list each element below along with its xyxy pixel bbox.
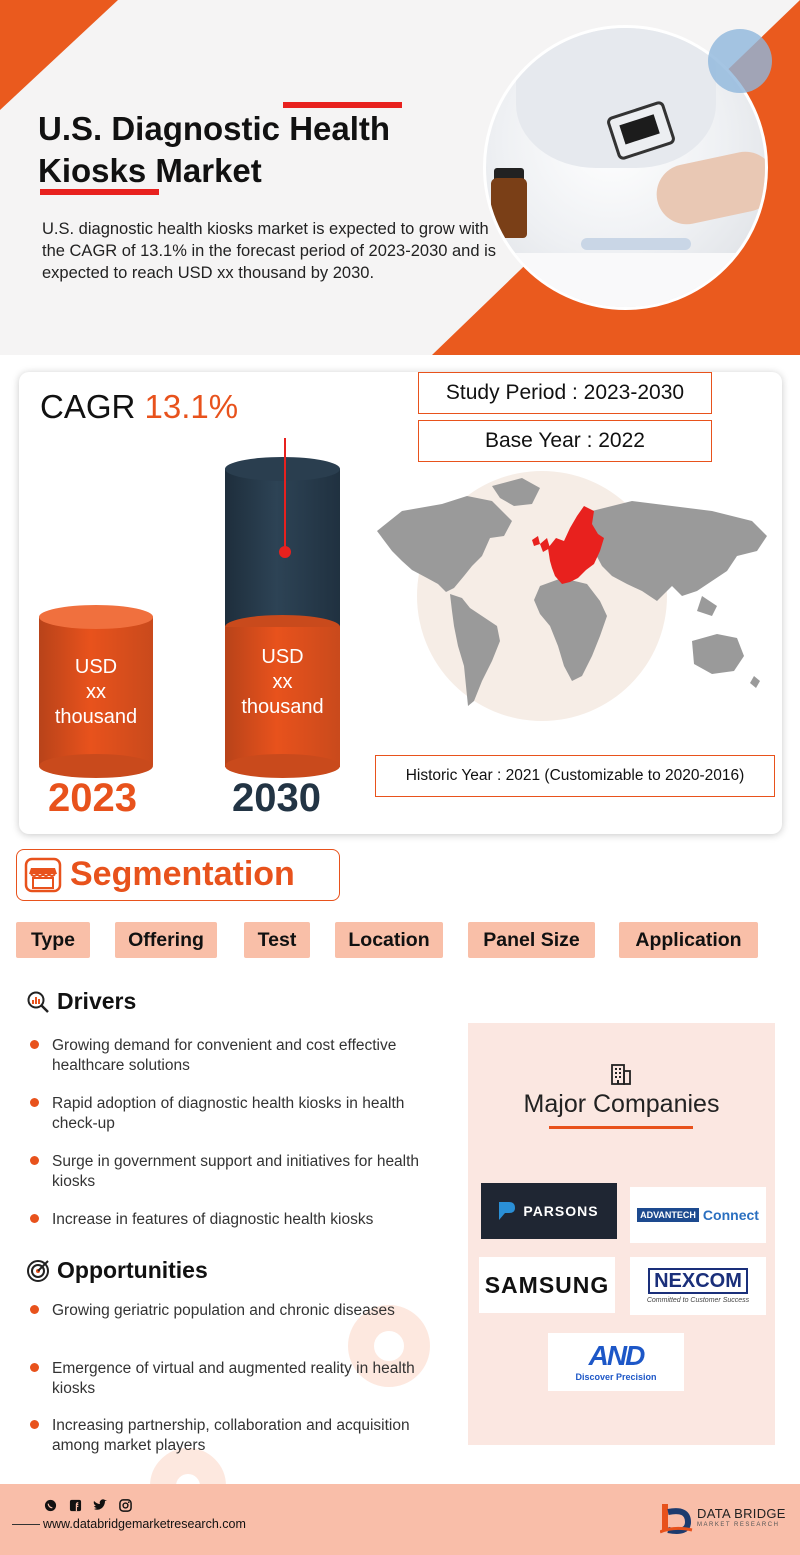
companies-title: Major Companies [523, 1090, 720, 1118]
page-title: U.S. Diagnostic Health Kiosks Market [38, 110, 391, 189]
facebook-icon[interactable] [68, 1498, 82, 1512]
segment-pill-test: Test [244, 922, 310, 958]
bullet [30, 1363, 39, 1372]
bullet [30, 1214, 39, 1223]
target-icon [26, 1259, 50, 1283]
drivers-title: Drivers [57, 988, 137, 1014]
building-icon [609, 1062, 633, 1086]
data-bridge-logo-icon [660, 1500, 694, 1538]
opportunity-item: Growing geriatric population and chronic diseases [52, 1302, 395, 1319]
driver-item: Rapid adoption of diagnostic health kiosks in health check-up [52, 1095, 405, 1132]
segmentation-title: Segmentation [70, 855, 295, 893]
opportunity-item: Emergence of virtual and augmented reality in health kiosks [52, 1360, 415, 1397]
social-links [43, 1498, 132, 1512]
brand-subtitle: MARKET RESEARCH [697, 1522, 780, 1528]
header [0, 0, 800, 355]
store-icon [23, 856, 63, 894]
decor-circle [708, 29, 772, 93]
footer-rule [12, 1524, 40, 1525]
bullet [30, 1040, 39, 1049]
bullet [30, 1098, 39, 1107]
opportunity-item: Increasing partnership, collaboration and acquisition among market players [52, 1417, 410, 1454]
title-underline [40, 189, 159, 195]
bullet [30, 1305, 39, 1314]
segment-pill-offering: Offering [115, 922, 217, 958]
whatsapp-icon[interactable] [43, 1498, 57, 1512]
bullet [30, 1420, 39, 1429]
opportunities-title: Opportunities [57, 1257, 208, 1283]
cylinder-2030: USD xx thousand [225, 457, 340, 777]
pin-line [284, 438, 286, 552]
instagram-icon[interactable] [118, 1498, 132, 1512]
driver-item: Surge in government support and initiatives for health kiosks [52, 1153, 420, 1190]
segment-pill-application: Application [619, 922, 758, 958]
world-map [372, 466, 772, 726]
cagr-heading: CAGR 13.1% [40, 388, 239, 425]
twitter-icon[interactable] [93, 1498, 107, 1512]
cylinder-2023: USD xx thousand [39, 605, 153, 777]
segment-pill-panel-size: Panel Size [468, 922, 595, 958]
driver-item: Growing demand for convenient and cost effective healthcare solutions [52, 1037, 397, 1074]
logo-nexcom: NEXCOM Committed to Customer Success [630, 1257, 766, 1315]
search-chart-icon [26, 990, 50, 1014]
logo-parsons: PARSONS [481, 1183, 617, 1239]
year-2030: 2030 [232, 776, 321, 820]
logo-advantech: ADVANTECH Connect [630, 1187, 766, 1243]
cagr-value: 13.1% [144, 388, 239, 425]
parsons-mark-icon [499, 1202, 515, 1220]
corner-decoration [0, 0, 118, 110]
segment-pill-type: Type [16, 922, 90, 958]
logo-samsung: SAMSUNG [479, 1257, 615, 1313]
brand-name: DATA BRIDGE [697, 1506, 786, 1521]
base-year-box: Base Year : 2022 [418, 420, 712, 462]
year-2023: 2023 [48, 776, 137, 820]
historic-year-box: Historic Year : 2021 (Customizable to 2020-2016) [375, 755, 775, 797]
study-period-box: Study Period : 2023-2030 [418, 372, 712, 414]
segment-pill-location: Location [335, 922, 443, 958]
bullet [30, 1156, 39, 1165]
driver-item: Increase in features of diagnostic health kiosks [52, 1211, 374, 1228]
pin-dot [279, 546, 291, 558]
intro-text: U.S. diagnostic health kiosks market is expected to grow with the CAGR of 13.1% in the forecast period of 2023-2030 and is expected to reach USD xx thousand by 2030. [42, 220, 497, 282]
logo-and: AND Discover Precision [548, 1333, 684, 1391]
website-link[interactable]: www.databridgemarketresearch.com [43, 1517, 246, 1531]
companies-underline [549, 1126, 693, 1129]
